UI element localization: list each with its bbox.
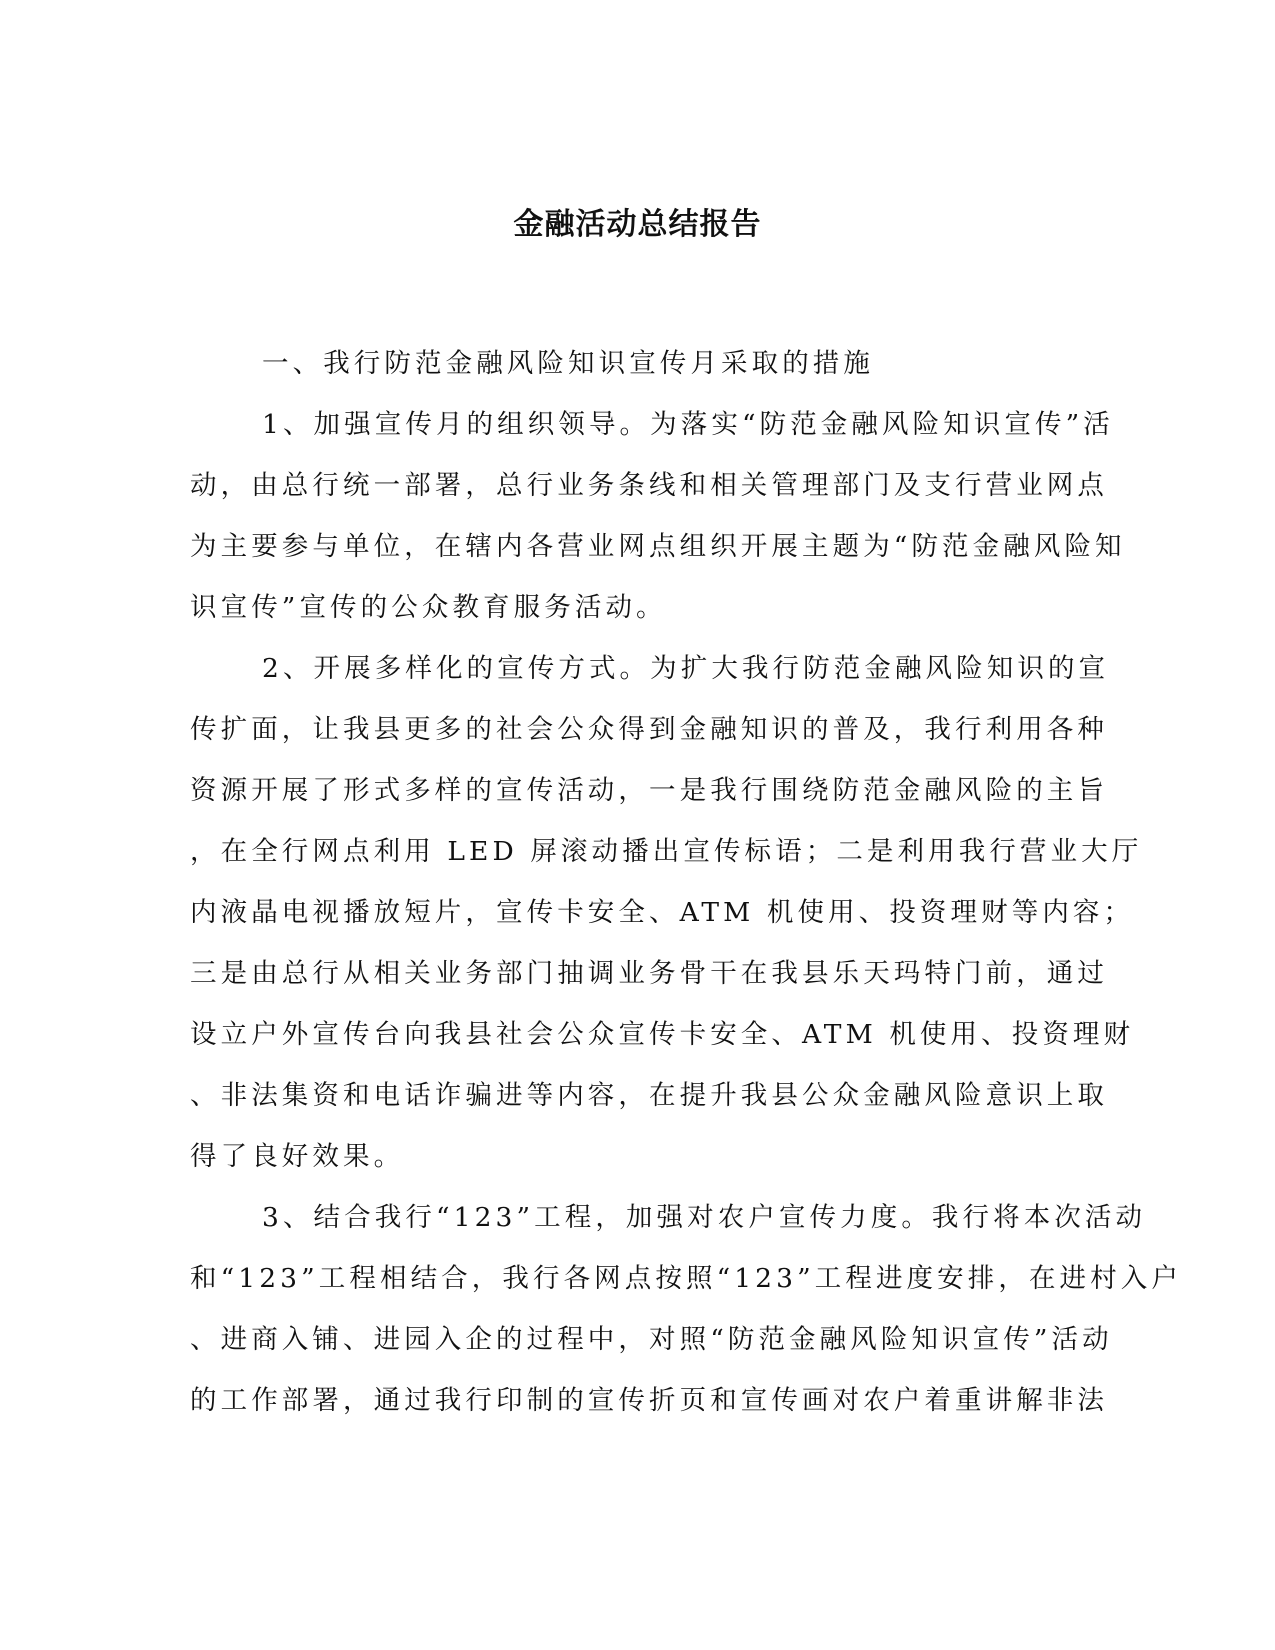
text-line: 传扩面，让我县更多的社会公众得到金融知识的普及，我行利用各种 [190, 714, 1108, 745]
text-line: 、非法集资和电话诈骗进等内容，在提升我县公众金融风险意识上取 [190, 1080, 1108, 1111]
text-line: ，在全行网点利用 LED 屏滚动播出宣传标语；二是利用我行营业大厅 [190, 836, 1143, 867]
text-line: 3、结合我行“123”工程，加强对农户宣传力度。我行将本次活动 [262, 1202, 1147, 1233]
text-line: 得了良好效果。 [190, 1141, 405, 1172]
text-line: 、进商入铺、进园入企的过程中，对照“防范金融风险知识宣传”活动 [190, 1324, 1113, 1355]
text-line: 设立户外宣传台向我县社会公众宣传卡安全、ATM 机使用、投资理财 [190, 1019, 1135, 1050]
text-line: 内液晶电视播放短片，宣传卡安全、ATM 机使用、投资理财等内容； [190, 897, 1135, 928]
text-line: 和“123”工程相结合，我行各网点按照“123”工程进度安排，在进村入户 [190, 1263, 1182, 1294]
text-line: 1、加强宣传月的组织领导。为落实“防范金融风险知识宣传”活 [262, 409, 1114, 440]
text-line: 动，由总行统一部署，总行业务条线和相关管理部门及支行营业网点 [190, 470, 1108, 501]
text-line: 为主要参与单位，在辖内各营业网点组织开展主题为“防范金融风险知 [190, 531, 1126, 562]
text-line: 一、我行防范金融风险知识宣传月采取的措施 [262, 348, 874, 379]
document-title: 金融活动总结报告 [513, 207, 762, 242]
text-line: 资源开展了形式多样的宣传活动，一是我行围绕防范金融风险的主旨 [190, 775, 1108, 806]
text-line: 2、开展多样化的宣传方式。为扩大我行防范金融风险知识的宣 [262, 653, 1110, 684]
text-line: 三是由总行从相关业务部门抽调业务骨干在我县乐天玛特门前，通过 [190, 958, 1108, 989]
text-line: 识宣传”宣传的公众教育服务活动。 [190, 592, 667, 623]
text-line: 的工作部署，通过我行印制的宣传折页和宣传画对农户着重讲解非法 [190, 1385, 1108, 1416]
document-body [190, 333, 1182, 1431]
